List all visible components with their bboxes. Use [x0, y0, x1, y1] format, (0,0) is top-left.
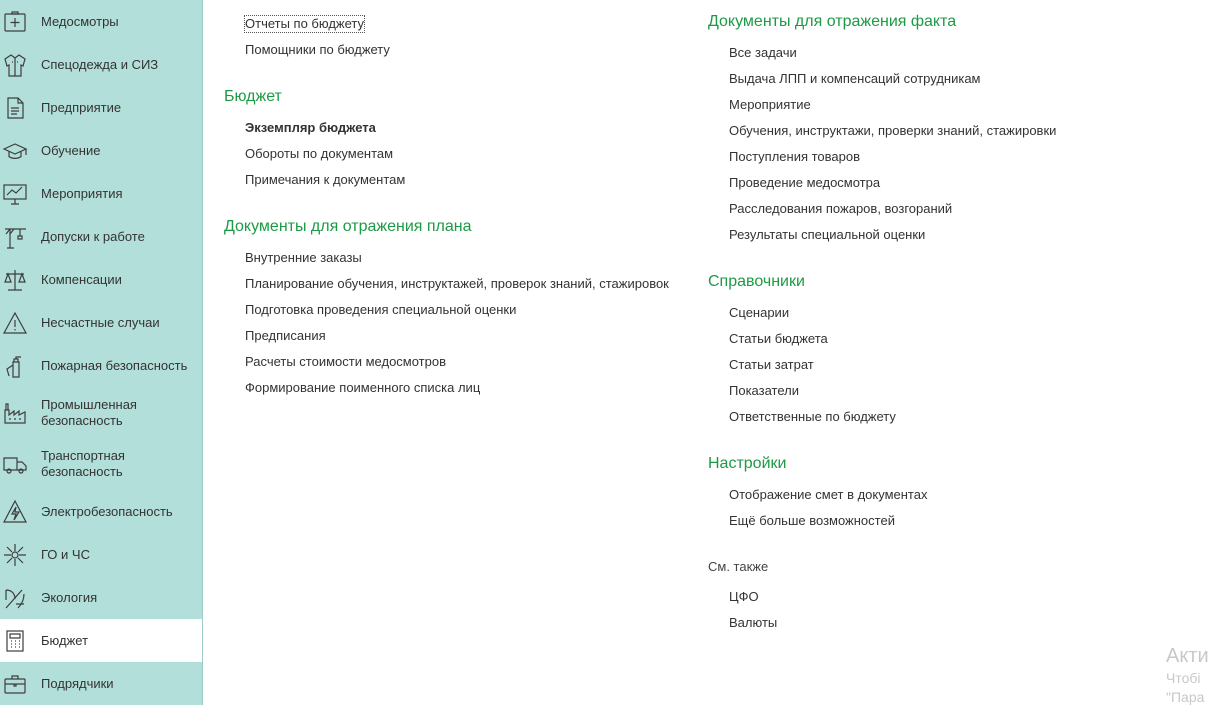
section-title-see-also: См. также: [708, 559, 769, 574]
link-budget-instance[interactable]: Экземпляр бюджета: [245, 120, 376, 135]
sidebar-item-promyshlennaya[interactable]: [0, 387, 202, 438]
medical-cross-icon: [2, 9, 28, 35]
briefcase-icon: [2, 671, 28, 697]
sidebar-item-specodezhda[interactable]: [0, 43, 202, 86]
fire-extinguisher-icon: [2, 353, 28, 379]
scales-icon: [2, 267, 28, 293]
link-trainings[interactable]: Обучения, инструктажи, проверки знаний, стажировки: [729, 123, 1057, 138]
presentation-chart-icon: [2, 181, 28, 207]
sidebar-item-label: Компенсации: [41, 271, 122, 287]
sidebar-item-label: Обучение: [41, 142, 101, 158]
sidebar-item-medosmotry[interactable]: [0, 0, 202, 43]
link-more-features[interactable]: Ещё больше возможностей: [729, 513, 895, 528]
activation-watermark-line: Чтобі: [1166, 670, 1201, 686]
sidebar-item-label: Пожарная безопасность: [41, 357, 188, 373]
graduation-cap-icon: [2, 138, 28, 164]
warning-triangle-icon: [2, 310, 28, 336]
link-cfo[interactable]: ЦФО: [729, 589, 759, 604]
link-medical-cost-calc[interactable]: Расчеты стоимости медосмотров: [245, 354, 446, 369]
link-internal-orders[interactable]: Внутренние заказы: [245, 250, 362, 265]
link-currencies[interactable]: Валюты: [729, 615, 778, 630]
link-event[interactable]: Мероприятие: [729, 97, 811, 112]
link-prescriptions[interactable]: Предписания: [245, 328, 326, 343]
sidebar-item-elektrobezopasnost[interactable]: [0, 490, 202, 533]
sidebar-item-dopuski[interactable]: [0, 215, 202, 258]
factory-icon: [2, 400, 28, 426]
link-special-assessment-prep[interactable]: Подготовка проведения специальной оценки: [245, 302, 517, 317]
sidebar-item-go-i-chs[interactable]: [0, 533, 202, 576]
activation-watermark-line: "Пара: [1166, 689, 1205, 705]
link-medical-exam[interactable]: Проведение медосмотра: [729, 175, 881, 190]
sidebar-item-predpriyatie[interactable]: [0, 86, 202, 129]
link-fire-investigations[interactable]: Расследования пожаров, возгораний: [729, 201, 953, 216]
sidebar-item-kompensacii[interactable]: [0, 258, 202, 301]
link-named-list[interactable]: Формирование поименного списка лиц: [245, 380, 481, 395]
sidebar-item-neschastnye-sluchai[interactable]: [0, 301, 202, 344]
sidebar-item-podryadchiki[interactable]: [0, 662, 202, 705]
truck-icon: [2, 451, 28, 477]
sidebar-item-meropriyatiya[interactable]: [0, 172, 202, 215]
sidebar-item-label: Транспортная безопасность: [41, 448, 125, 479]
sidebar-item-label: ГО и ЧС: [41, 546, 90, 562]
sidebar-item-transportnaya[interactable]: [0, 438, 202, 490]
sidebar-item-label: Спецодежда и СИЗ: [41, 56, 159, 72]
link-budget-responsibles[interactable]: Ответственные по бюджету: [729, 409, 896, 424]
sidebar-item-label: Промышленная безопасность: [41, 396, 137, 428]
crane-icon: [2, 224, 28, 250]
sidebar-item-byudzhet[interactable]: [0, 619, 202, 662]
link-budget-assistants[interactable]: Помощники по бюджету: [245, 42, 390, 57]
section-title-plan-docs: Документы для отражения плана: [224, 218, 472, 235]
link-indicators[interactable]: Показатели: [729, 383, 799, 398]
radiation-icon: [2, 542, 28, 568]
sidebar-item-pozharnaya[interactable]: [0, 344, 202, 387]
sidebar-item-label: Предприятие: [41, 99, 122, 115]
sidebar-item-label: Бюджет: [41, 632, 89, 648]
sidebar-item-label: Допуски к работе: [41, 228, 145, 244]
sidebar-item-label: Подрядчики: [41, 675, 114, 691]
link-estimates-display[interactable]: Отображение смет в документах: [729, 487, 928, 502]
activation-watermark-title: Акти: [1166, 645, 1209, 667]
sidebar: [0, 0, 203, 705]
link-turnover-by-documents[interactable]: Обороты по документам: [245, 146, 394, 161]
link-all-tasks[interactable]: Все задачи: [729, 45, 797, 60]
link-cost-items[interactable]: Статьи затрат: [729, 357, 814, 372]
sidebar-item-label: Медосмотры: [41, 13, 119, 29]
sidebar-item-label: Несчастные случаи: [41, 314, 160, 330]
section-title-settings: Настройки: [708, 455, 787, 472]
high-voltage-icon: [2, 499, 28, 525]
sidebar-item-label: Мероприятия: [41, 185, 123, 201]
jacket-icon: [2, 52, 28, 78]
link-special-assessment-results[interactable]: Результаты специальной оценки: [729, 227, 926, 242]
link-budget-reports[interactable]: Отчеты по бюджету: [245, 16, 365, 31]
document-icon: [2, 95, 28, 121]
section-title-fact-docs: Документы для отражения факта: [708, 13, 957, 30]
sidebar-item-label: Экология: [41, 589, 98, 605]
link-goods-receipts[interactable]: Поступления товаров: [729, 149, 861, 164]
link-scenarios[interactable]: Сценарии: [729, 305, 790, 320]
link-ppe-issue[interactable]: Выдача ЛПП и компенсаций сотрудникам: [729, 71, 981, 86]
plant-icon: [2, 585, 28, 611]
sidebar-item-obuchenie[interactable]: [0, 129, 202, 172]
link-budget-items[interactable]: Статьи бюджета: [729, 331, 828, 346]
calculator-icon: [2, 628, 28, 654]
section-title-budget: Бюджет: [224, 88, 282, 105]
link-document-notes[interactable]: Примечания к документам: [245, 172, 406, 187]
sidebar-item-label: Электробезопасность: [41, 503, 173, 519]
sidebar-item-ekologiya[interactable]: [0, 576, 202, 619]
link-training-planning[interactable]: Планирование обучения, инструктажей, проверок знаний, стажировок: [245, 276, 669, 291]
section-title-catalogs: Справочники: [708, 273, 805, 290]
